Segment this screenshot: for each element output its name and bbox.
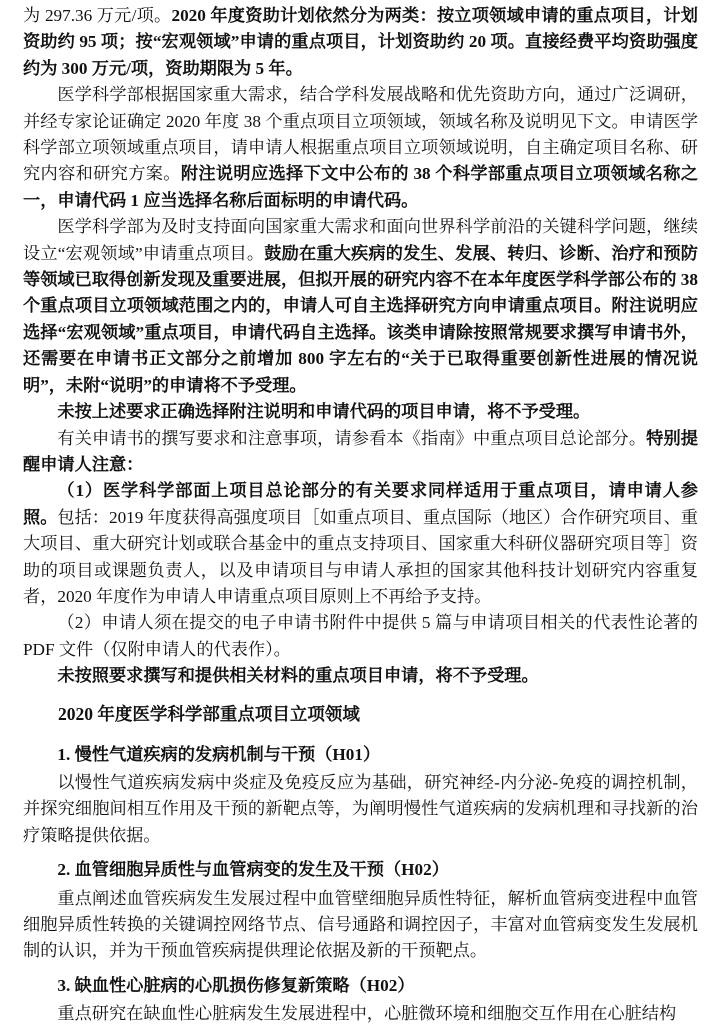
document-page <box>0 3 720 1024</box>
paragraph-macro-field <box>23 214 698 399</box>
item-text: 重点研究在缺血性心脏病发生发展进程中，心脏微环境和细胞交互作用在心脏结构 <box>57 1004 677 1024</box>
paragraph-text: 医学科学部根据国家重大需求，结合学科发展战略和优先资助方向，通过广泛调研，并经专家论证确定 2020 年度 38 个重点项目立项领域，领域名称及说明见下文。申请医学科学部立项领域重点项目，请申请人根据重点项目立项领域说明，自主确定项目名称、研究内容和研究方案。 <box>23 85 698 184</box>
paragraph-writing-requirements <box>23 426 698 479</box>
paragraph-text: 有关申请书的撰写要求和注意事项，请参看本《指南》中重点项目总论部分。 <box>57 428 647 448</box>
paragraph-final-notice <box>23 663 698 689</box>
paragraph-text: （2）申请人须在提交的电子申请书附件中提供 5 篇与申请项目相关的代表性论著的 PDF 文件（仅附申请人的代表作）。 <box>23 613 698 659</box>
paragraph-bold-text: 附注说明应选择下文中公布的 38 个科学部重点项目立项领域名称之一，申请代码 1 应当选择名称后面标明的申请代码。 <box>23 164 698 210</box>
paragraph-rejection-notice <box>23 399 698 425</box>
paragraph-bold-text: 特别提醒申请人注意： <box>23 428 698 474</box>
paragraph-bold-text: 未按上述要求正确选择附注说明和申请代码的项目申请，将不予受理。 <box>57 402 591 422</box>
item-text: 重点阐述血管疾病发生发展过程中血管壁细胞异质性特征，解析血管病变进程中血管细胞异质性转换的关键调控网络节点、信号通路和调控因子，丰富对血管病变发生发展机制的认识，并为干预血管疾病提供理论依据及新的干预靶点。 <box>23 888 698 961</box>
paragraph-text: 医学科学部为及时支持面向国家重大需求和面向世界科学前沿的关键科学问题，继续设立“宏观领域”申请重点项目。 <box>23 217 698 263</box>
paragraph-text: 包括：2019 年度获得高强度项目［如重点项目、重点国际（地区）合作研究项目、重大项目、重大研究计划或联合基金中的重点支持项目、国家重大科研仪器研究项目等］资助的项目或课题负责人，以及申请项目与申请人承担的国家其他科技计划研究内容重复者，2020 年度作为申请人申请重点项目原则上不再给予支持。 <box>23 507 698 606</box>
item-title: 3. 缺血性心脏病的心肌损伤修复新策略（H02） <box>57 975 415 995</box>
paragraph-funding-plan <box>23 3 698 82</box>
paragraph-bold-text: 鼓励在重大疾病的发生、发展、转归、诊断、治疗和预防等领域已取得创新发现及重要进展，但拟开展的研究内容不在本年度医学科学部公布的 38 个重点项目立项领域范围之内的，申请人可自主选择研究方向申请重点项目。附注说明应选择“宏观领域”重点项目，申请代码自主选择。该类申请除按照常规要求撰写申请书外，还需要在申请书正文部分之前增加 800 字左右的“关于已取得重要创新性进展的情况说明”，未附“说明”的申请将不予受理。 <box>23 243 698 395</box>
item-text: 以慢性气道疾病发病中炎症及免疫反应为基础，研究神经-内分泌-免疫的调控机制，并探究细胞间相互作用及干预的新靶点等，为阐明慢性气道疾病的发病机理和寻找新的治疗策略提供依据。 <box>23 772 698 845</box>
paragraph-note-2 <box>23 610 698 663</box>
paragraph-bold-text: （1）医学科学部面上项目总论部分的有关要求同样适用于重点项目，请申请人参照。 <box>23 481 698 527</box>
paragraph-bold-text: 未按照要求撰写和提供相关材料的重点项目申请，将不予受理。 <box>57 666 539 686</box>
paragraph-note-1 <box>23 478 698 610</box>
paragraph-bold-text: 2020 年度资助计划依然分为两类：按立项领域申请的重点项目，计划资助约 95 项；按“宏观领域”申请的重点项目，计划资助约 20 项。直接经费平均资助强度约为 300 万元/项，资助期限为 5 年。 <box>23 6 698 78</box>
paragraph-area-selection <box>23 82 698 214</box>
paragraph-text: 为 297.36 万元/项。 <box>23 6 172 25</box>
item-title: 2. 血管细胞异质性与血管病变的发生及干预（H02） <box>57 860 449 880</box>
section-heading: 2020 年度医学科学部重点项目立项领域 <box>58 703 360 724</box>
item-title: 1. 慢性气道疾病的发病机制与干预（H01） <box>57 744 381 764</box>
